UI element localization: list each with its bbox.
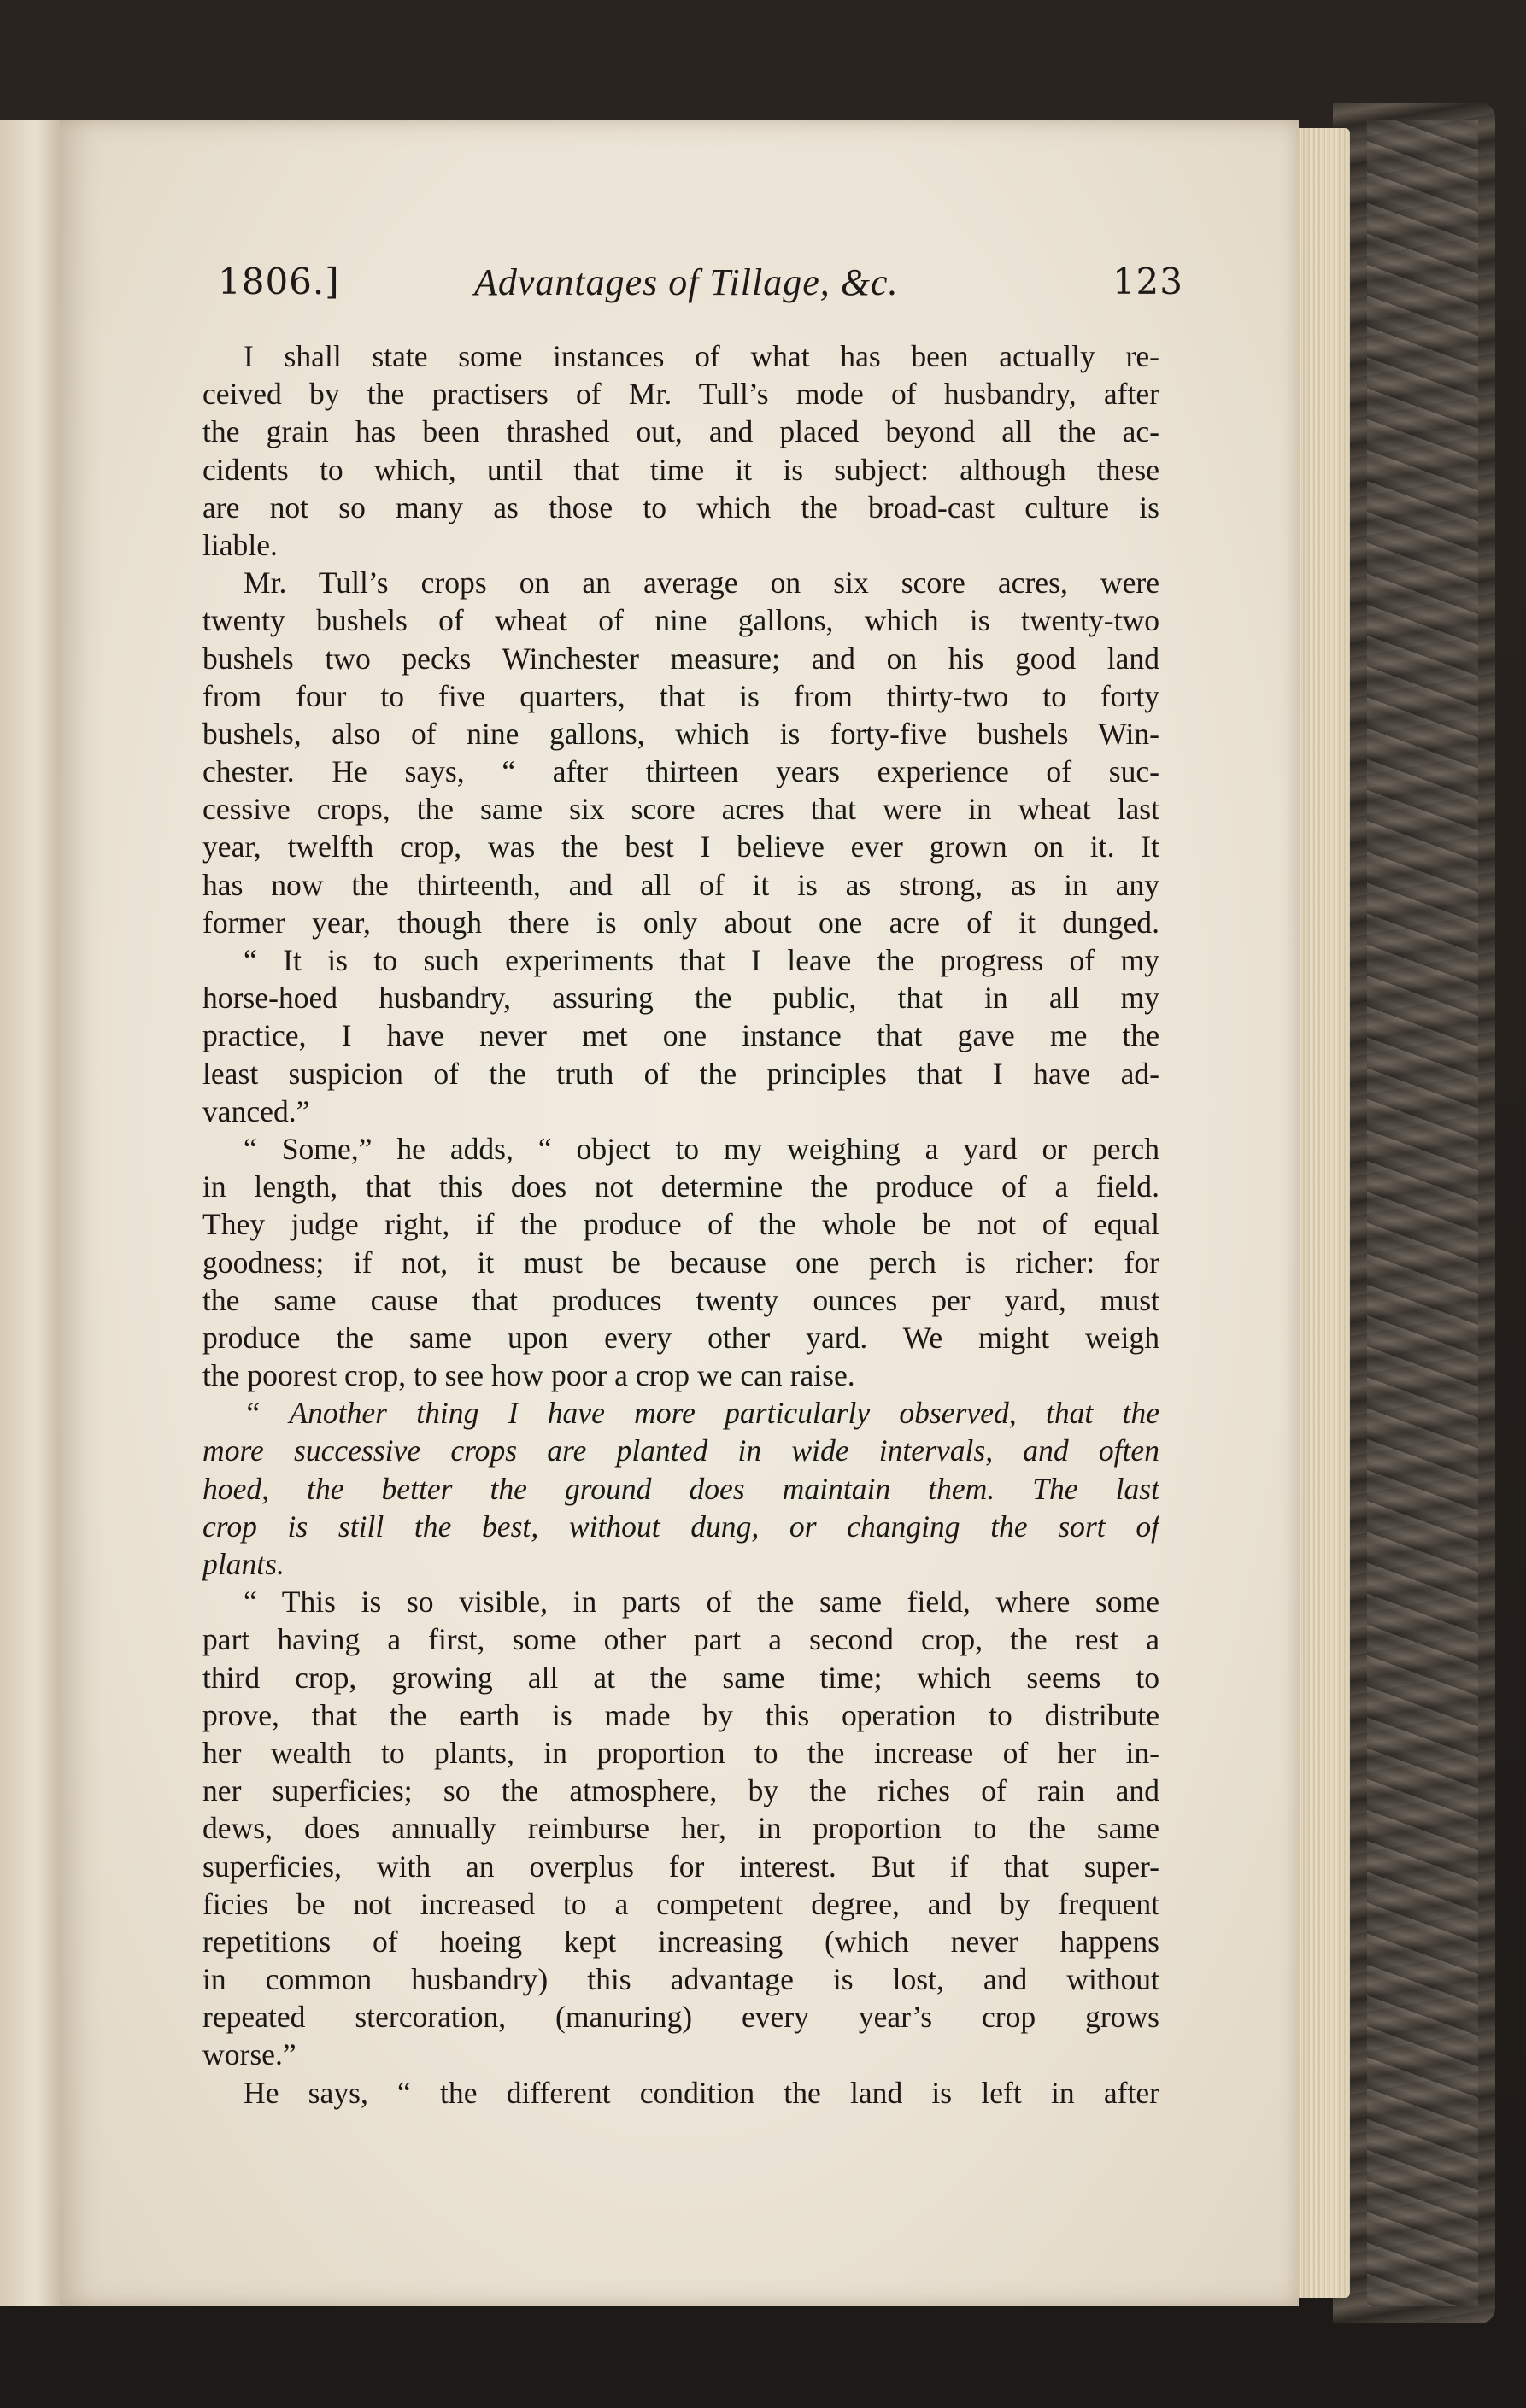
text-line: year, twelfth crop, was the best I believe ever grown on it. It xyxy=(202,829,1159,864)
text-line: in common husbandry) this advantage is lost, and without xyxy=(202,1962,1159,1997)
marbled-edge xyxy=(1367,120,1478,2306)
paragraph xyxy=(202,1583,1159,2073)
text-line: cidents to which, until that time it is subject: although these xyxy=(202,452,1159,487)
text-line: twenty bushels of wheat of nine gallons, which is twenty-two xyxy=(202,603,1159,638)
text-line: more successive crops are planted in wide intervals, and often xyxy=(202,1433,1159,1468)
header-title: Advantages of Tillage, &c. xyxy=(474,261,899,303)
text-line: liable. xyxy=(202,527,278,562)
text-line: ner superficies; so the atmosphere, by the riches of rain and xyxy=(202,1773,1159,1808)
text-line: plants. xyxy=(202,1547,285,1581)
text-line: repeated stercoration, (manuring) every year’s crop grows xyxy=(202,2000,1159,2035)
text-line: superficies, with an overplus for interest. But if that super- xyxy=(202,1848,1159,1884)
text-line: chester. He says, “ after thirteen years experience of suc- xyxy=(202,754,1159,789)
text-line: “ It is to such experiments that I leave the progress of my xyxy=(244,943,1159,977)
text-line: repetitions of hoeing kept increasing (which never happens xyxy=(202,1924,1159,1959)
text-line: produce the same upon every other yard. We might weigh xyxy=(202,1320,1159,1355)
header-year: 1806.] xyxy=(218,261,340,302)
text-line: are not so many as those to which the broad-cast culture is xyxy=(202,489,1159,524)
text-line: third crop, growing all at the same time; which seems to xyxy=(202,1660,1159,1695)
paragraph xyxy=(202,337,1159,564)
text-line: least suspicion of the truth of the principles that I have ad- xyxy=(202,1056,1159,1091)
text-line: the poorest crop, to see how poor a crop we can raise. xyxy=(202,1358,855,1393)
text-line: practice, I have never met one instance that gave me the xyxy=(202,1018,1159,1053)
paragraph xyxy=(202,2074,1159,2112)
paragraph xyxy=(202,941,1159,1130)
text-line: crop is still the best, without dung, or changing the sort of xyxy=(202,1509,1159,1544)
text-line: from four to five quarters, that is from thirty-two to forty xyxy=(202,678,1159,713)
text-line: “ Another thing I have more particularly observed, that the xyxy=(244,1396,1159,1431)
text-line: bushels two pecks Winchester measure; and on his good land xyxy=(202,641,1159,676)
text-line: I shall state some instances of what has been actually re- xyxy=(244,339,1159,373)
text-line: bushels, also of nine gallons, which is forty-five bushels Win- xyxy=(202,716,1159,751)
text-line: ceived by the practisers of Mr. Tull’s mode of husbandry, after xyxy=(202,377,1159,412)
text-line: Mr. Tull’s crops on an average on six score acres, were xyxy=(244,565,1159,601)
text-line: He says, “ the different condition the land is left in after xyxy=(244,2075,1159,2110)
facing-page-edge xyxy=(0,120,60,2306)
text-line: hoed, the better the ground does maintain them. The last xyxy=(202,1471,1159,1506)
text-line: goodness; if not, it must be because one perch is richer: for xyxy=(202,1245,1159,1280)
text-line: prove, that the earth is made by this operation to distribute xyxy=(202,1697,1159,1732)
text-line: horse-hoed husbandry, assuring the public, that in all my xyxy=(202,981,1159,1016)
text-line: the same cause that produces twenty ounces per yard, must xyxy=(202,1282,1159,1317)
text-line: her wealth to plants, in proportion to the increase of her in- xyxy=(202,1735,1159,1770)
paragraph-italic xyxy=(202,1394,1159,1583)
text-line: “ Some,” he adds, “ object to my weighing a yard or perch xyxy=(244,1131,1159,1166)
text-line: cessive crops, the same six score acres that were in wheat last xyxy=(202,792,1159,827)
text-line: former year, though there is only about one acre of it dunged. xyxy=(202,905,1159,940)
paragraph xyxy=(202,1130,1159,1394)
text-line: part having a first, some other part a second crop, the rest a xyxy=(202,1622,1159,1657)
text-line: vanced.” xyxy=(202,1093,310,1128)
paragraph xyxy=(202,564,1159,941)
page-number: 123 xyxy=(1112,261,1183,302)
body-text xyxy=(202,337,1159,2112)
text-line: ficies be not increased to a competent degree, and by frequent xyxy=(202,1886,1159,1921)
text-line: has now the thirteenth, and all of it is as strong, as in any xyxy=(202,867,1159,902)
running-header xyxy=(218,261,1183,320)
text-line: “ This is so visible, in parts of the same field, where some xyxy=(244,1585,1159,1620)
text-line: worse.” xyxy=(202,2037,296,2072)
text-line: the grain has been thrashed out, and placed beyond all the ac- xyxy=(202,414,1159,449)
text-line: dews, does annually reimburse her, in proportion to the same xyxy=(202,1811,1159,1846)
text-line: in length, that this does not determine the produce of a field. xyxy=(202,1169,1159,1204)
text-line: They judge right, if the produce of the whole be not of equal xyxy=(202,1207,1159,1242)
